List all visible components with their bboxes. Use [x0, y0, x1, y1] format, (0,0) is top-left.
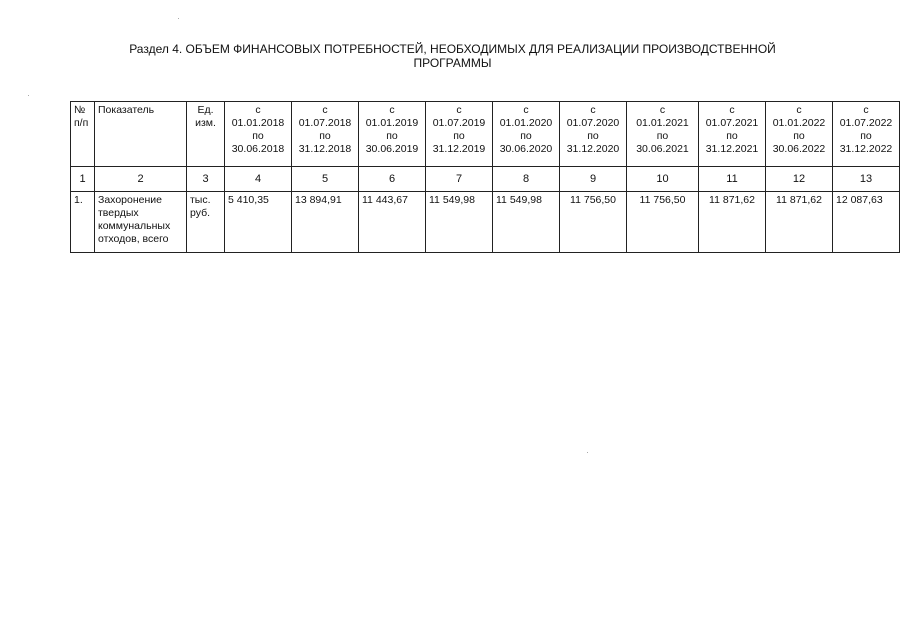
header-period-5: с 01.01.2020 по 30.06.2020 [493, 102, 560, 167]
financial-needs-table [70, 101, 900, 253]
row-num: 1. [71, 192, 95, 253]
row-unit: тыс. руб. [187, 192, 225, 253]
header-unit: Ед. изм. [187, 102, 225, 167]
header-num: № п/п [71, 102, 95, 167]
col-number: 9 [560, 167, 627, 192]
col-number: 13 [833, 167, 900, 192]
col-number: 6 [359, 167, 426, 192]
row-value: 11 443,67 [359, 192, 426, 253]
row-value: 13 894,91 [292, 192, 359, 253]
col-number: 2 [95, 167, 187, 192]
header-period-6: с 01.07.2020 по 31.12.2020 [560, 102, 627, 167]
col-number: 7 [426, 167, 493, 192]
row-value: 11 756,50 [560, 192, 627, 253]
col-number: 3 [187, 167, 225, 192]
col-number: 1 [71, 167, 95, 192]
col-number: 12 [766, 167, 833, 192]
header-period-9: с 01.01.2022 по 30.06.2022 [766, 102, 833, 167]
header-period-2: с 01.07.2018 по 31.12.2018 [292, 102, 359, 167]
scan-speck [587, 452, 588, 453]
header-indicator: Показатель [95, 102, 187, 167]
col-number: 4 [225, 167, 292, 192]
scan-speck [178, 18, 179, 19]
header-period-4: с 01.07.2019 по 31.12.2019 [426, 102, 493, 167]
header-period-7: с 01.01.2021 по 30.06.2021 [627, 102, 699, 167]
section-title-line2: ПРОГРАММЫ [413, 56, 492, 70]
section-title [60, 42, 845, 70]
col-number: 11 [699, 167, 766, 192]
row-indicator: Захоронение твердых коммунальных отходов, всего [95, 192, 187, 253]
header-row [71, 102, 900, 167]
row-value: 11 871,62 [766, 192, 833, 253]
col-number: 10 [627, 167, 699, 192]
col-number: 5 [292, 167, 359, 192]
header-period-3: с 01.01.2019 по 30.06.2019 [359, 102, 426, 167]
header-period-1: с 01.01.2018 по 30.06.2018 [225, 102, 292, 167]
table-row [71, 192, 900, 253]
scan-speck [28, 95, 29, 96]
header-period-10: с 01.07.2022 по 31.12.2022 [833, 102, 900, 167]
col-number: 8 [493, 167, 560, 192]
row-value: 11 549,98 [493, 192, 560, 253]
section-title-line1: Раздел 4. ОБЪЕМ ФИНАНСОВЫХ ПОТРЕБНОСТЕЙ, НЕОБХОДИМЫХ ДЛЯ РЕАЛИЗАЦИИ ПРОИЗВОДСТВЕННОЙ [129, 42, 776, 56]
row-value: 11 549,98 [426, 192, 493, 253]
row-value: 12 087,63 [833, 192, 900, 253]
row-value: 5 410,35 [225, 192, 292, 253]
column-number-row [71, 167, 900, 192]
row-value: 11 756,50 [627, 192, 699, 253]
header-period-8: с 01.07.2021 по 31.12.2021 [699, 102, 766, 167]
row-value: 11 871,62 [699, 192, 766, 253]
